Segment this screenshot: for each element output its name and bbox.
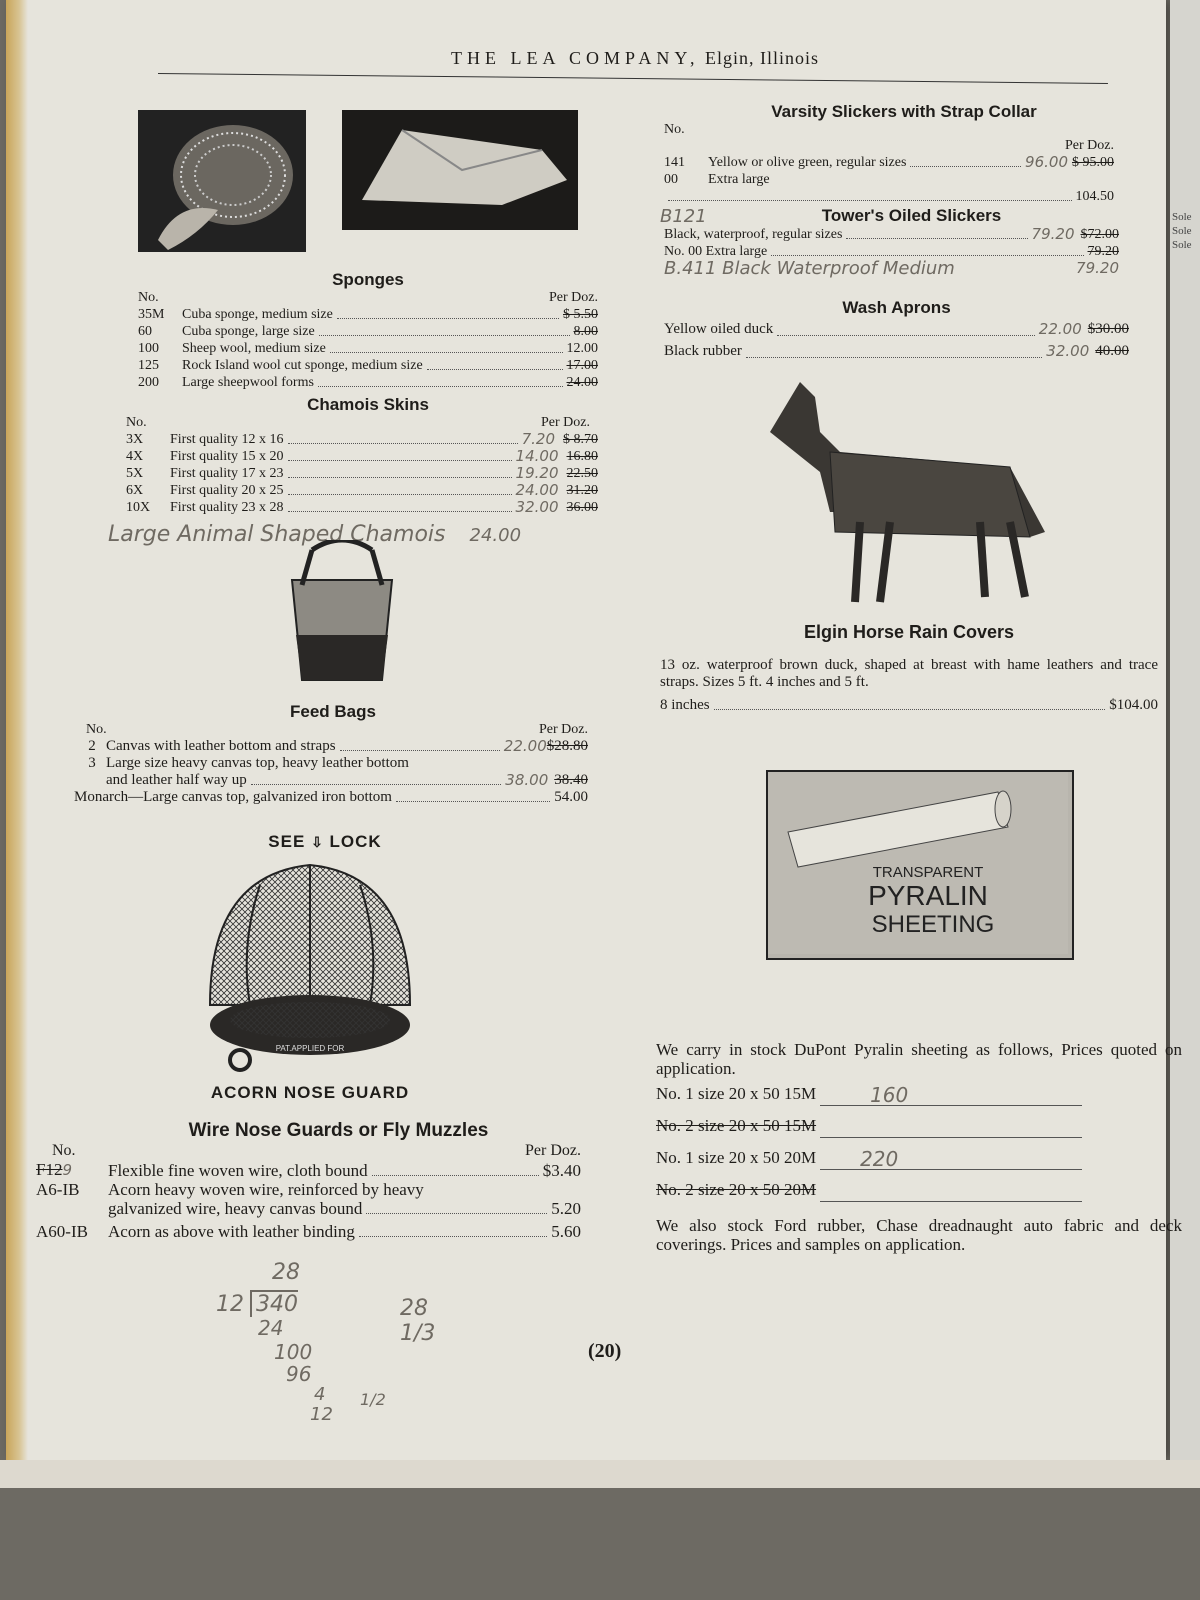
col-no-label: No. (52, 1142, 76, 1159)
list-item: 200 Large sheepwool forms 24.00 (138, 375, 598, 390)
aprons-section (664, 298, 1129, 362)
list-item: 104.50 (664, 188, 1114, 205)
sponge-image-round (138, 110, 306, 252)
handwritten-math: 28 12 340 24 100 96 4 12 1/2 28 1/3 (216, 1260, 436, 1425)
list-item: Monarch—Large canvas top, galvanized iron bottom 54.00 (74, 789, 588, 805)
pyralin-intro: We carry in stock DuPont Pyralin sheeting as follows, Prices quoted on application. (656, 1040, 1182, 1078)
chamois-image (342, 110, 578, 230)
feed-bag-image (282, 540, 402, 690)
list-item: 141 Yellow or olive green, regular sizes 96.00 $ 95.00 (664, 153, 1114, 171)
pyralin-roll-illustration (768, 772, 1068, 954)
horse-title: Elgin Horse Rain Covers (803, 622, 1015, 642)
list-item: 100 Sheep wool, medium size 12.00 (138, 341, 598, 356)
list-item: No. 1 size 20 x 50 15M 160 (656, 1078, 1086, 1110)
towers-title: Tower's Oiled Slickers (821, 206, 1002, 225)
varsity-title: Varsity Slickers with Strap Collar (771, 102, 1037, 121)
list-item: No. 2 size 20 x 50 15M (656, 1110, 1086, 1142)
sponge-illustration (138, 110, 306, 252)
col-no-label: No. (86, 722, 107, 737)
pyralin-image (766, 770, 1074, 960)
list-item: F129 Flexible fine woven wire, cloth bound $3.40 (36, 1160, 581, 1180)
company-name: THE LEA COMPANY, (450, 48, 700, 68)
list-item: 10X First quality 23 x 28 32.00 36.00 (126, 498, 598, 516)
nose-guards-title: Wire Nose Guards or Fly Muzzles (188, 1120, 489, 1141)
col-price-label: Per Doz. (539, 722, 588, 737)
list-item: No. 00 Extra large 79.20 (664, 244, 1119, 259)
list-item: 125 Rock Island wool cut sponge, medium size 17.00 (138, 358, 598, 373)
nose-guard-image (200, 855, 420, 1085)
list-item: 5X First quality 17 x 23 19.20 22.50 (126, 464, 598, 482)
page-edge (6, 0, 28, 1460)
feed-bag-illustration (282, 540, 402, 690)
list-item: 8 inches $104.00 (660, 697, 1158, 713)
nose-guards-section (36, 1120, 581, 1241)
nose-guard-illustration (200, 855, 420, 1085)
col-no-label: No. (138, 290, 159, 305)
acorn-caption: ACORN NOSE GUARD (210, 1083, 410, 1102)
list-item: 6X First quality 20 x 25 24.00 31.20 (126, 481, 598, 499)
sponges-title: Sponges (332, 270, 404, 289)
pyralin-label-2: PYRALIN (868, 880, 988, 911)
pyralin-label-1: TRANSPARENT (872, 864, 984, 881)
pyralin-label-3: SHEETING (871, 911, 995, 938)
list-item: Black, waterproof, regular sizes 79.20 $72.00 (664, 225, 1119, 243)
list-item: galvanized wire, heavy canvas bound 5.20 (108, 1199, 581, 1218)
list-item: 3 Large size heavy canvas top, heavy leather bottom (88, 755, 409, 771)
handwritten-note: Large Animal Shaped Chamois 24.00 (108, 522, 522, 547)
page-header (160, 48, 1110, 69)
col-price-label: Per Doz. (525, 1142, 581, 1159)
list-item: 2 Canvas with leather bottom and straps 22.00 $28.80 (88, 737, 588, 755)
folded-chamois-illustration (342, 110, 578, 230)
horse-illustration (760, 372, 1050, 612)
list-item: 00 Extra large (664, 172, 770, 187)
list-item: Black rubber 32.00 40.00 (664, 342, 1129, 360)
col-price-label: Per Doz. (541, 415, 590, 430)
col-no-label: No. (126, 415, 147, 430)
varsity-section: Varsity Slickers with Strap Collar No. Per Doz. 141 Yellow or olive green, regular sizes 96.00 $ 95.00 00 Extra large 104.50 (664, 102, 1114, 204)
list-item: No. 1 size 20 x 50 20M 220 (656, 1142, 1086, 1174)
list-item: A60-IB Acorn as above with leather binding 5.60 (36, 1222, 581, 1241)
list-item: A6-IB Acorn heavy woven wire, reinforced by heavy (36, 1180, 424, 1199)
adjacent-page-text: Sole Sole Sole (1172, 211, 1192, 251)
pyralin-section (656, 1040, 1182, 1254)
pat-applied-label: PAT.APPLIED FOR (275, 1044, 345, 1053)
chamois-title: Chamois Skins (307, 395, 429, 414)
company-location: Elgin, Illinois (705, 48, 820, 68)
horse-section (660, 622, 1158, 714)
feed-bags-section (74, 702, 588, 806)
page-number: (20) (588, 1340, 622, 1362)
pyralin-footer: We also stock Ford rubber, Chase dreadnaught auto fabric and deck coverings. Prices and samples on application. (656, 1216, 1182, 1254)
col-price-label: Per Doz. (549, 290, 598, 305)
aprons-title: Wash Aprons (842, 298, 951, 317)
list-item: 60 Cuba sponge, large size 8.00 (138, 324, 598, 339)
sponges-section (108, 270, 598, 547)
list-item: 35M Cuba sponge, medium size $ 5.50 (138, 307, 598, 322)
list-item: Yellow oiled duck 22.00 $30.00 (664, 320, 1129, 338)
list-item: 4X First quality 15 x 20 14.00 16.80 (126, 447, 598, 465)
list-item: No. 2 size 20 x 50 20M (656, 1174, 1086, 1206)
handwritten-line: B.411 Black Waterproof Medium 79.20 (664, 258, 1119, 279)
horse-image (760, 372, 1050, 612)
towers-section: B121 Tower's Oiled Slickers Black, waterproof, regular sizes 79.20 $72.00 No. 00 Extra large 79.20 B.411 Black Waterproof Medium 79.20 (660, 206, 1119, 279)
list-item: and leather half way up 38.00 38.40 (106, 771, 588, 789)
horse-description: 13 oz. waterproof brown duck, shaped at breast with hame leathers and trace straps. Sizes 5 ft. 4 inches and 5 ft. (660, 657, 1158, 690)
feed-bags-title: Feed Bags (290, 702, 376, 721)
see-lock-label: SEE ⇩ LOCK (268, 832, 382, 851)
list-item: 3X First quality 12 x 16 7.20 $ 8.70 (126, 430, 598, 448)
table-surface (0, 1460, 1200, 1488)
